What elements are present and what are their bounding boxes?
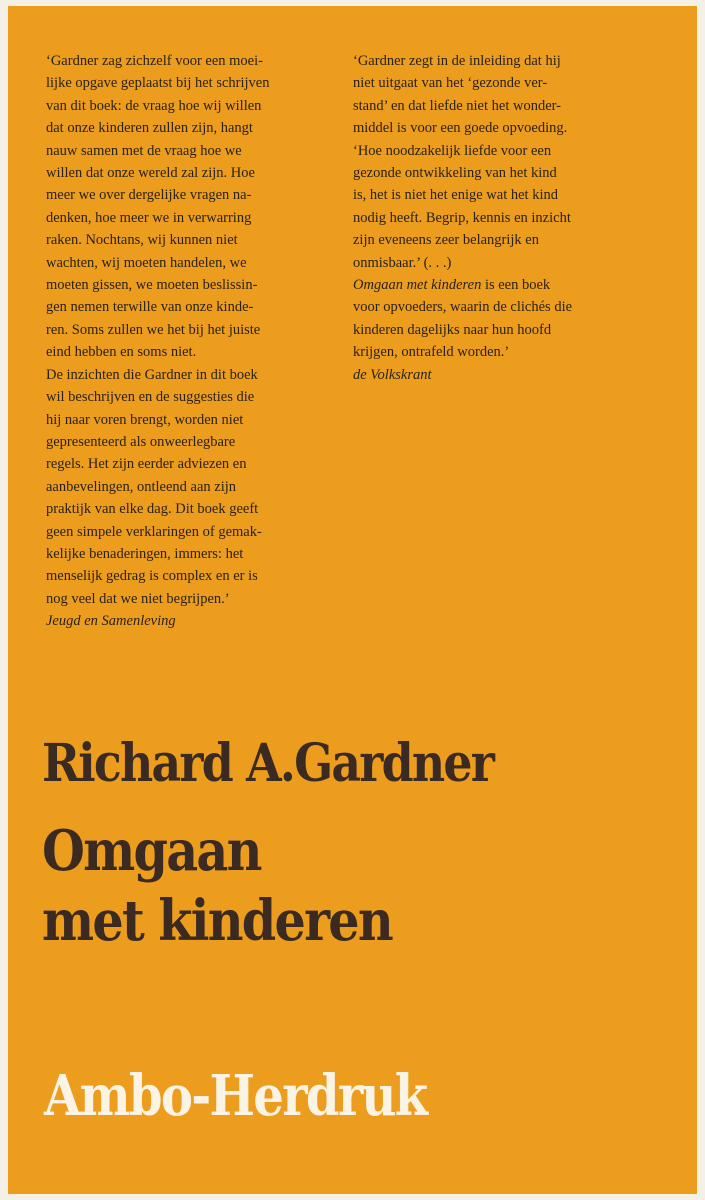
quote-line: hij naar voren brengt, worden niet [46,411,244,428]
book-title [42,816,392,956]
quote-line: eind hebben en soms niet. [46,344,197,361]
quote-line: raken. Nochtans, wij kunnen niet [46,232,238,249]
quote-line: ‘Hoe noodzakelijk liefde voor een [353,142,552,159]
publisher-imprint: Ambo-Herdruk [44,1063,427,1129]
quote-line: krijgen, ontrafeld worden.’ [353,344,510,361]
quote-line: moeten gissen, we moeten beslissin- [46,277,258,294]
quote-line: dat onze kinderen zullen zijn, hangt [46,120,253,137]
quote-line: onmisbaar.’ (. . .) [353,254,452,271]
review-quote-de-volkskrant [353,50,653,386]
book-title-line: Omgaan [42,818,261,884]
quote-line-rest: is een boek [481,277,551,294]
quote-line: wachten, wij moeten handelen, we [46,254,247,271]
book-cover [8,6,697,1194]
quote-line: nog veel dat we niet begrijpen.’ [46,590,230,607]
quote-line: gezonde ontwikkeling van het kind [353,165,557,182]
quote-line: De inzichten die Gardner in dit boek [46,366,258,383]
quote-line: zijn eveneens zeer belangrijk en [353,232,539,249]
quote-line: menselijk gedrag is complex en er is [46,568,258,585]
quote-line: stand’ en dat liefde niet het wonder- [353,97,561,114]
quote-line: kelijke benaderingen, immers: het [46,545,244,562]
quote-line: meer we over dergelijke vragen na- [46,187,252,204]
quote-line: wil beschrijven en de suggesties die [46,389,255,406]
quote-line: gen nemen terwille van onze kinde- [46,299,254,316]
quote-line: is, het is niet het enige wat het kind [353,187,558,204]
quote-line: niet uitgaat van het ‘gezonde ver- [353,75,548,92]
author-name: Richard A.Gardner [42,733,494,794]
quote-line: nauw samen met de vraag hoe we [46,142,242,159]
quote-line: aanbevelingen, ontleend aan zijn [46,478,237,495]
quote-line: nodig heeft. Begrip, kennis en inzicht [353,209,571,226]
quote-line: praktijk van elke dag. Dit boek geeft [46,501,259,518]
quote-line: geen simpele verklaringen of gemak- [46,523,262,540]
book-title-line: met kinderen [42,888,392,954]
quote-line: lijke opgave geplaatst bij het schrijven [46,75,270,92]
book-title-italic: Omgaan met kinderen [353,277,482,294]
quote-line: regels. Het zijn eerder adviezen en [46,456,247,473]
quote-line: ren. Soms zullen we het bij het juiste [46,321,261,338]
review-quote-jeugd-en-samenleving [46,50,346,633]
quote-line: van dit boek: de vraag hoe wij willen [46,97,262,114]
quote-source: Jeugd en Samenleving [46,613,176,630]
quote-line: ‘Gardner zag zichzelf voor een moei- [46,53,263,69]
quote-line: middel is voor een goede opvoeding. [353,120,568,137]
quote-line: voor opvoeders, waarin de clichés die [353,299,573,316]
quote-line: kinderen dagelijks naar hun hoofd [353,321,552,338]
quote-line: willen dat onze wereld zal zijn. Hoe [46,165,255,182]
quote-line: gepresenteerd als onweerlegbare [46,433,236,450]
quote-line: denken, hoe meer we in verwarring [46,209,252,226]
quote-source: de Volkskrant [353,366,432,383]
quote-line: ‘Gardner zegt in de inleiding dat hij [353,53,561,69]
quote-line [353,274,653,296]
